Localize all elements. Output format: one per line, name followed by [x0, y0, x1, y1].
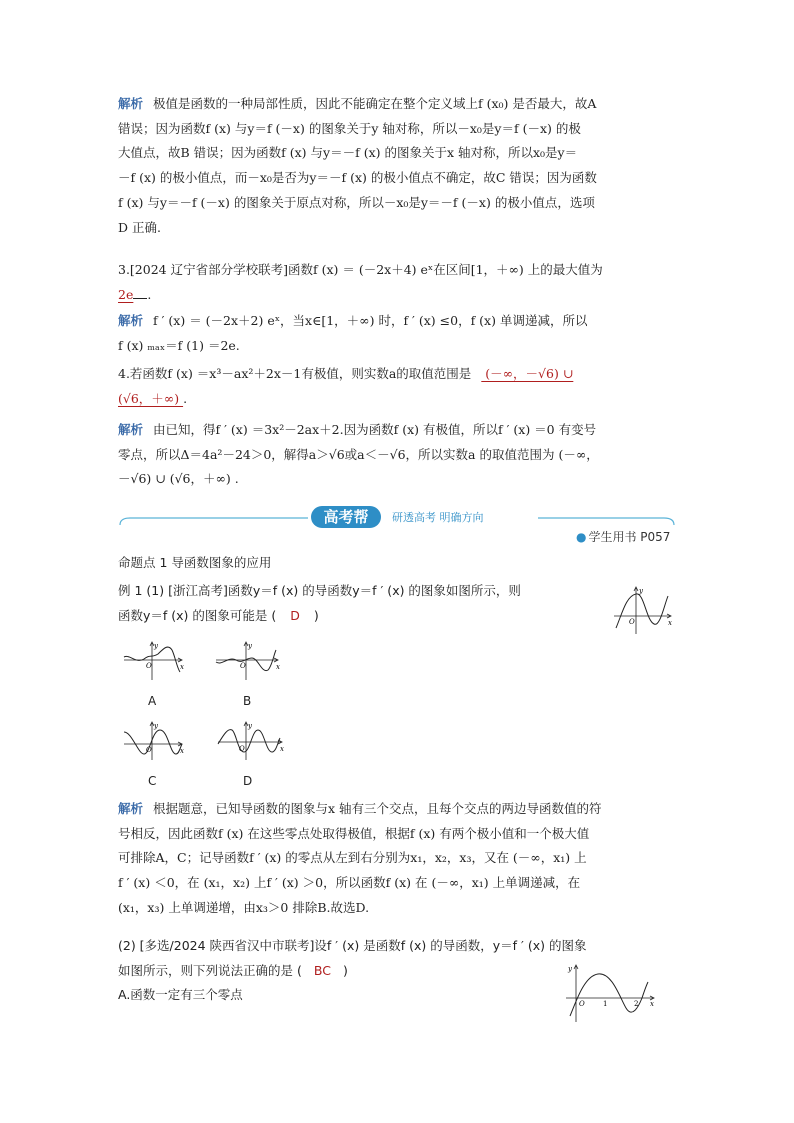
option-label-c: C	[148, 774, 157, 788]
question-4-period: .	[183, 390, 188, 406]
analysis-4-line-3: －√6) ∪ (√6，＋∞) .	[118, 471, 239, 487]
option-graph-a	[120, 640, 186, 682]
example-1: 例 1 (1) [浙江高考]函数y＝f (x) 的导函数y＝f ′ (x) 的图象如图所示，则 函数y＝f (x) 的图象可能是 ( D )	[118, 579, 598, 628]
svg-text:O: O	[579, 1000, 585, 1008]
example-2-line-1: (2) [多选/2024 陕西省汉中市联考]设f ′ (x) 是函数f (x) 的导函数，y＝f ′ (x) 的图象	[118, 938, 587, 953]
analysis-1-line-1: 极值是函数的一种局部性质，因此不能确定在整个定义域上f (x₀) 是否最大，故A	[153, 96, 597, 111]
analysis-example-1	[118, 797, 674, 921]
analysis-ex1-line-1: 根据题意，已知导函数的图象与x 轴有三个交点，且每个交点的两边导函数值的符	[153, 801, 602, 816]
analysis-4-line-2: 零点，所以Δ＝4a²－24＞0，解得a＞√6或a＜－√6，所以实数a 的取值范围为 (－∞，	[118, 446, 599, 462]
tick-label-2: 2	[634, 1000, 639, 1008]
analysis-1-line-4: －f (x) 的极小值点，而－x₀是否为y＝－f (x) 的极小值点不确定，故C 错误；因为函数	[118, 170, 597, 186]
option-graph-d	[214, 720, 286, 762]
svg-text:x: x	[280, 745, 284, 753]
analysis-1	[118, 92, 674, 240]
analysis-ex1-line-5: (x₁，x₃) 上单调递增，由x₃＞0 排除B.故选D.	[118, 899, 370, 915]
question-4-answer-part-1: (－∞，－√6) ∪	[481, 366, 574, 381]
question-3-period: .	[147, 286, 152, 302]
example-2-answer: BC	[313, 962, 331, 978]
topic-heading: 命题点 1 导函数图象的应用	[118, 555, 272, 570]
banner-slogan: 研透高考 明确方向	[388, 509, 488, 525]
option-graph-c	[120, 720, 186, 762]
option-label-b: B	[243, 694, 252, 708]
analysis-label: 解析	[118, 96, 144, 111]
bullet-icon: ●	[576, 530, 587, 544]
analysis-1-line-5: f (x) 与y＝－f (－x) 的图象关于原点对称，所以－x₀是y＝－f (－x) 的极小值点，选项	[118, 194, 595, 210]
analysis-4	[118, 418, 674, 492]
question-3-answer: 2e	[118, 286, 134, 302]
option-graph-b	[212, 640, 284, 682]
analysis-ex1-line-3: 可排除A，C；记导函数f ′ (x) 的零点从左到右分别为x₁，x₂，x₃，又在 (－∞，x₁) 上	[118, 850, 587, 866]
question-4-text: 4.若函数f (x) ＝x³－ax²＋2x－1有极值，则实数a的取值范围是	[118, 366, 472, 381]
question-3	[118, 258, 674, 307]
example-2: (2) [多选/2024 陕西省汉中市联考]设f ′ (x) 是函数f (x) 的导函数，y＝f ′ (x) 的图象 如图所示，则下列说法正确的是 ( BC ) A.函数一定有三个零点	[118, 934, 674, 1008]
origin-label: O	[629, 618, 635, 626]
analysis-3	[118, 309, 674, 358]
svg-text:x: x	[276, 663, 280, 671]
example-1-line-2: 函数y＝f (x) 的图象可能是 (	[118, 607, 277, 623]
svg-text:O: O	[240, 662, 246, 670]
analysis-3-line-1: f ′ (x) ＝ (－2x＋2) eˣ，当x∈[1，＋∞) 时，f ′ (x) ≤0，f (x) 单调递减，所以	[153, 313, 588, 328]
analysis-ex1-line-2: 号相反，因此函数f (x) 在这些零点处取得极值，根据f (x) 有两个极小值和一个极大值	[118, 825, 590, 841]
analysis-label: 解析	[118, 801, 144, 816]
analysis-1-line-2: 错误；因为函数f (x) 与y＝f (－x) 的图象关于y 轴对称，所以－x₀是y＝f (－x) 的极	[118, 120, 581, 136]
svg-text:y: y	[154, 722, 158, 730]
example-1-answer: D	[290, 607, 300, 623]
example-2-option-a: A.函数一定有三个零点	[118, 987, 243, 1003]
svg-text:x: x	[180, 663, 184, 671]
analysis-ex1-line-4: f ′ (x) ＜0，在 (x₁，x₂) 上f ′ (x) ＞0，所以函数f (x) 在 (－∞，x₁) 上单调递减，在	[118, 875, 581, 891]
example-1-line-1: 例 1 (1) [浙江高考]函数y＝f (x) 的导函数y＝f ′ (x) 的图象如图所示，则	[118, 583, 521, 598]
question-4-answer-part-2: (√6，＋∞)	[118, 390, 184, 406]
svg-text:x: x	[180, 747, 184, 755]
svg-text:y: y	[154, 642, 158, 650]
svg-text:y: y	[248, 642, 252, 650]
tick-label-1: 1	[603, 1000, 608, 1008]
question-3-text: 3.[2024 辽宁省部分学校联考]函数f (x) ＝ (－2x＋4) eˣ在区间[1，＋∞) 上的最大值为	[118, 262, 603, 277]
svg-text:O: O	[146, 662, 152, 670]
page-reference: ● 学生用书 P057	[576, 530, 671, 544]
question-4	[118, 362, 674, 411]
axis-label-x: x	[668, 619, 672, 627]
analysis-1-line-3: 大值点，故B 错误；因为函数f (x) 与y＝－f (x) 的图象关于x 轴对称，所以x₀是y＝	[118, 145, 578, 161]
banner-badge: 高考帮	[311, 506, 381, 528]
analysis-3-line-2: f (x) ₘₐₓ＝f (1) ＝2e.	[118, 337, 240, 353]
svg-text:y: y	[248, 722, 252, 730]
svg-text:y: y	[568, 965, 572, 973]
derivative-graph-1	[610, 584, 674, 636]
axis-label-y: y	[639, 587, 643, 595]
analysis-1-line-6: D 正确.	[118, 219, 161, 235]
analysis-4-line-1: 由已知，得f ′ (x) ＝3x²－2ax＋2.因为函数f (x) 有极值，所以f ′ (x) ＝0 有变号	[153, 422, 597, 437]
derivative-graph-2	[562, 962, 662, 1024]
svg-text:O: O	[239, 745, 245, 753]
option-label-a: A	[148, 694, 157, 708]
analysis-label: 解析	[118, 313, 144, 328]
svg-text:x: x	[650, 1000, 654, 1008]
option-label-d: D	[243, 774, 253, 788]
analysis-label: 解析	[118, 422, 144, 437]
svg-text:O: O	[146, 746, 152, 754]
example-2-line-2: 如图所示，则下列说法正确的是 (	[118, 962, 302, 978]
